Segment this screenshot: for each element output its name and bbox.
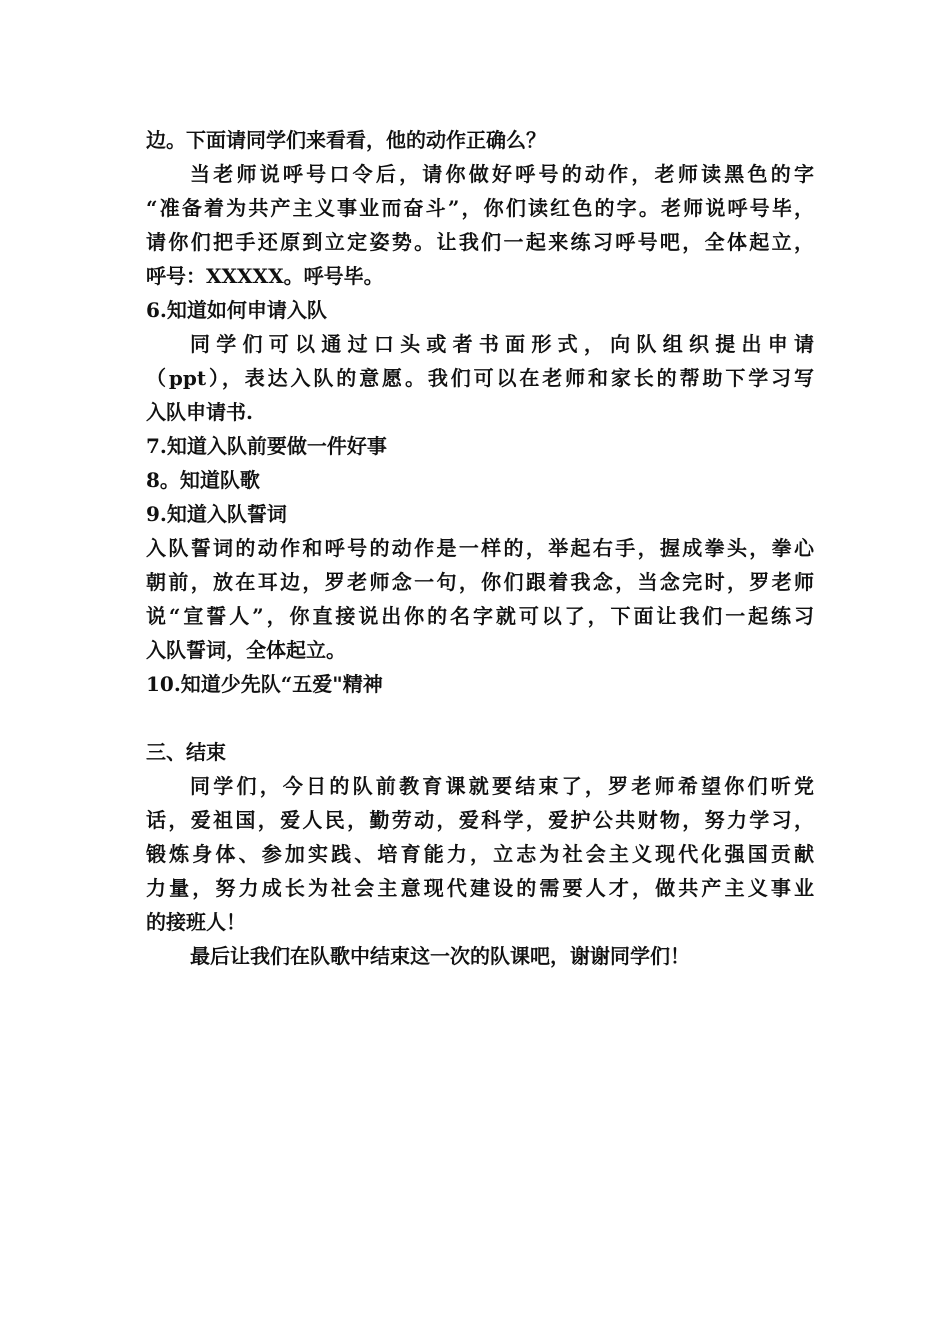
paragraph-line: 入队誓词的动作和呼号的动作是一样的，举起右手，握成拳头，拳心	[146, 536, 814, 560]
paragraph-line: 同学们可以通过口头或者书面形式，向队组织提出申请	[190, 332, 814, 356]
section-heading: 7.知道入队前要做一件好事	[146, 434, 387, 458]
paragraph-line: 请你们把手还原到立定姿势。让我们一起来练习呼号吧，全体起立，	[146, 230, 814, 254]
paragraph-line: 当老师说呼号口令后，请你做好呼号的动作，老师读黑色的字	[190, 162, 814, 186]
blank-line	[146, 701, 814, 735]
section-heading: 10.知道少先队“五爱"精神	[146, 672, 383, 696]
paragraph-line: 同学们，今日的队前教育课就要结束了，罗老师希望你们听党	[190, 774, 814, 798]
paragraph-line: 的接班人！	[146, 910, 246, 934]
paragraph-line: 力量，努力成长为社会主意现代建设的需要人才，做共产主义事业	[146, 876, 814, 900]
paragraph-line: 入队誓词，全体起立。	[146, 638, 346, 662]
paragraph-line: 入队申请书.	[146, 400, 253, 424]
paragraph-line: （ppt），表达入队的意愿。我们可以在老师和家长的帮助下学习写	[146, 366, 814, 390]
paragraph-line: 锻炼身体、参加实践、培育能力，立志为社会主义现代化强国贡献	[146, 842, 814, 866]
document-page	[146, 123, 814, 973]
paragraph-line: “准备着为共产主义事业而奋斗”，你们读红色的字。老师说呼号毕，	[146, 196, 814, 220]
section-heading: 9.知道入队誓词	[146, 502, 287, 526]
paragraph-line: 朝前，放在耳边，罗老师念一句，你们跟着我念，当念完时，罗老师	[146, 570, 814, 594]
section-heading: 三、结束	[146, 740, 226, 764]
section-heading: 6.知道如何申请入队	[146, 298, 327, 322]
paragraph-line: 最后让我们在队歌中结束这一次的队课吧，谢谢同学们！	[190, 944, 690, 968]
paragraph-line: 呼号：XXXXX。呼号毕。	[146, 264, 384, 288]
section-heading: 8。知道队歌	[146, 468, 260, 492]
paragraph-line: 边。下面请同学们来看看，他的动作正确么？	[146, 128, 546, 152]
paragraph-line: 话，爱祖国，爱人民，勤劳动，爱科学，爱护公共财物，努力学习，	[146, 808, 814, 832]
paragraph-line: 说“宣誓人”，你直接说出你的名字就可以了，下面让我们一起练习	[146, 604, 814, 628]
